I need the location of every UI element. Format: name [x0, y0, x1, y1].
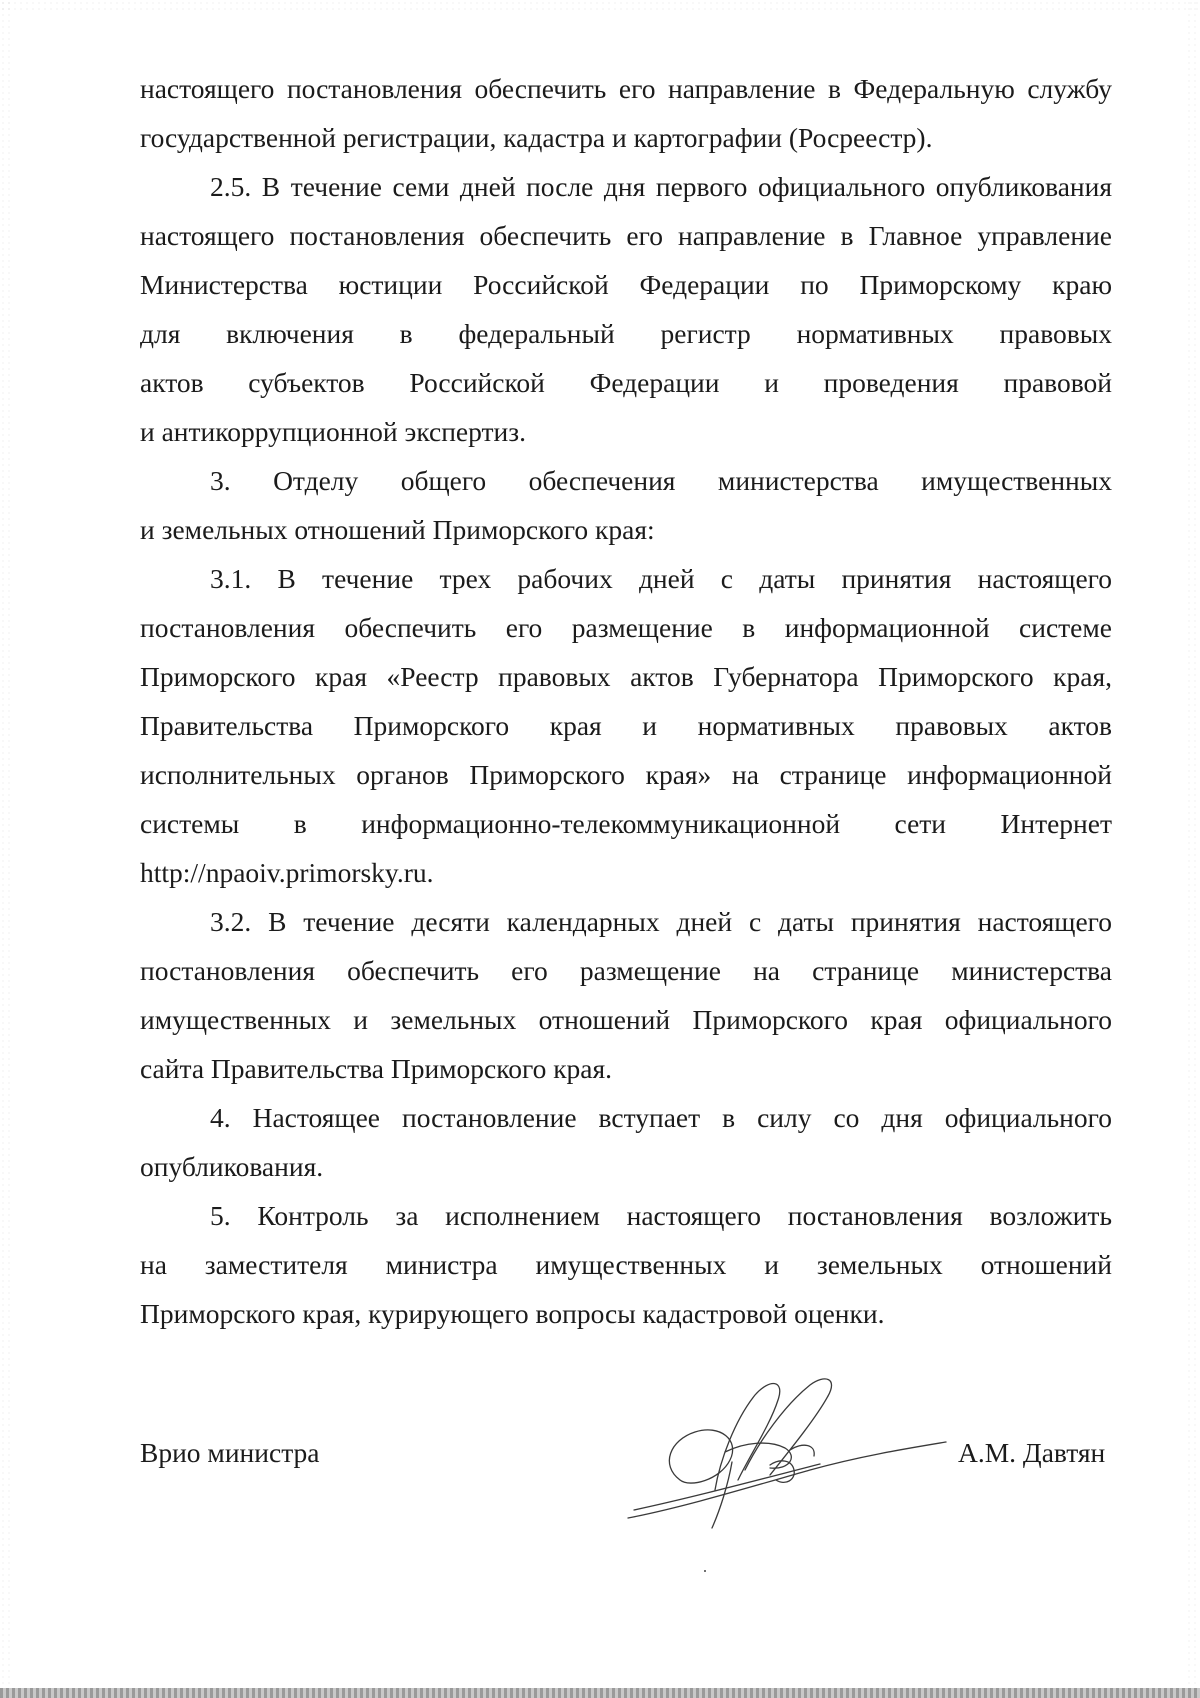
text-line: системы в информационно-телекоммуникационной сети Интернет — [140, 808, 1112, 839]
text-line: http://npaoiv.primorsky.ru. — [140, 857, 434, 888]
text-line: настоящего постановления обеспечить его направление в Федеральную службу — [140, 73, 1112, 104]
text-line: 5. Контроль за исполнением настоящего постановления возложить — [210, 1200, 1112, 1231]
text-line: 2.5. В течение семи дней после дня первого официального опубликования — [210, 171, 1112, 202]
paragraph-3-2 — [140, 897, 1112, 1093]
scan-grain-right — [1186, 0, 1200, 1698]
text-line: 3.1. В течение трех рабочих дней с даты принятия настоящего — [210, 563, 1112, 594]
text-line: 3. Отделу общего обеспечения министерства имущественных — [210, 465, 1112, 496]
text-line: постановления обеспечить его размещение на странице министерства — [140, 955, 1112, 986]
text-line: на заместителя министра имущественных и земельных отношений — [140, 1249, 1112, 1280]
paragraph-4 — [140, 1093, 1112, 1191]
paragraph-3 — [140, 456, 1112, 554]
signatory-name: А.М. Давтян — [958, 1437, 1106, 1468]
text-line: для включения в федеральный регистр нормативных правовых — [140, 318, 1112, 349]
text-line: государственной регистрации, кадастра и картографии (Росреестр). — [140, 122, 933, 153]
text-line: Приморского края, курирующего вопросы кадастровой оценки. — [140, 1298, 885, 1329]
text-line: Приморского края «Реестр правовых актов Губернатора Приморского края, — [140, 661, 1112, 692]
text-line: актов субъектов Российской Федерации и проведения правовой — [140, 367, 1112, 398]
text-line: сайта Правительства Приморского края. — [140, 1053, 613, 1084]
signatory-position: Врио министра — [140, 1437, 320, 1468]
handwritten-signature — [620, 1370, 950, 1530]
text-line: и земельных отношений Приморского края: — [140, 514, 655, 545]
scan-grain-left — [0, 0, 12, 1698]
text-line: Министерства юстиции Российской Федерации по Приморскому краю — [140, 269, 1112, 300]
document-body — [140, 64, 1112, 1338]
text-line: 3.2. В течение десяти календарных дней с даты принятия настоящего — [210, 906, 1112, 937]
paragraph-continuation — [140, 64, 1112, 162]
scan-grain-top — [0, 0, 1200, 10]
scan-bottom-edge — [0, 1688, 1200, 1698]
text-line: и антикоррупционной экспертиз. — [140, 416, 526, 447]
text-line: имущественных и земельных отношений Приморского края официального — [140, 1004, 1112, 1035]
scan-speck — [704, 1570, 706, 1572]
paragraph-2-5 — [140, 162, 1112, 456]
text-line: настоящего постановления обеспечить его направление в Главное управление — [140, 220, 1112, 251]
text-line: постановления обеспечить его размещение в информационной системе — [140, 612, 1112, 643]
text-line: Правительства Приморского края и нормативных правовых актов — [140, 710, 1112, 741]
text-line: опубликования. — [140, 1151, 324, 1182]
paragraph-5 — [140, 1191, 1112, 1338]
paragraph-3-1 — [140, 554, 1112, 897]
text-line: исполнительных органов Приморского края» на странице информационной — [140, 759, 1112, 790]
text-line: 4. Настоящее постановление вступает в силу со дня официального — [210, 1102, 1112, 1133]
